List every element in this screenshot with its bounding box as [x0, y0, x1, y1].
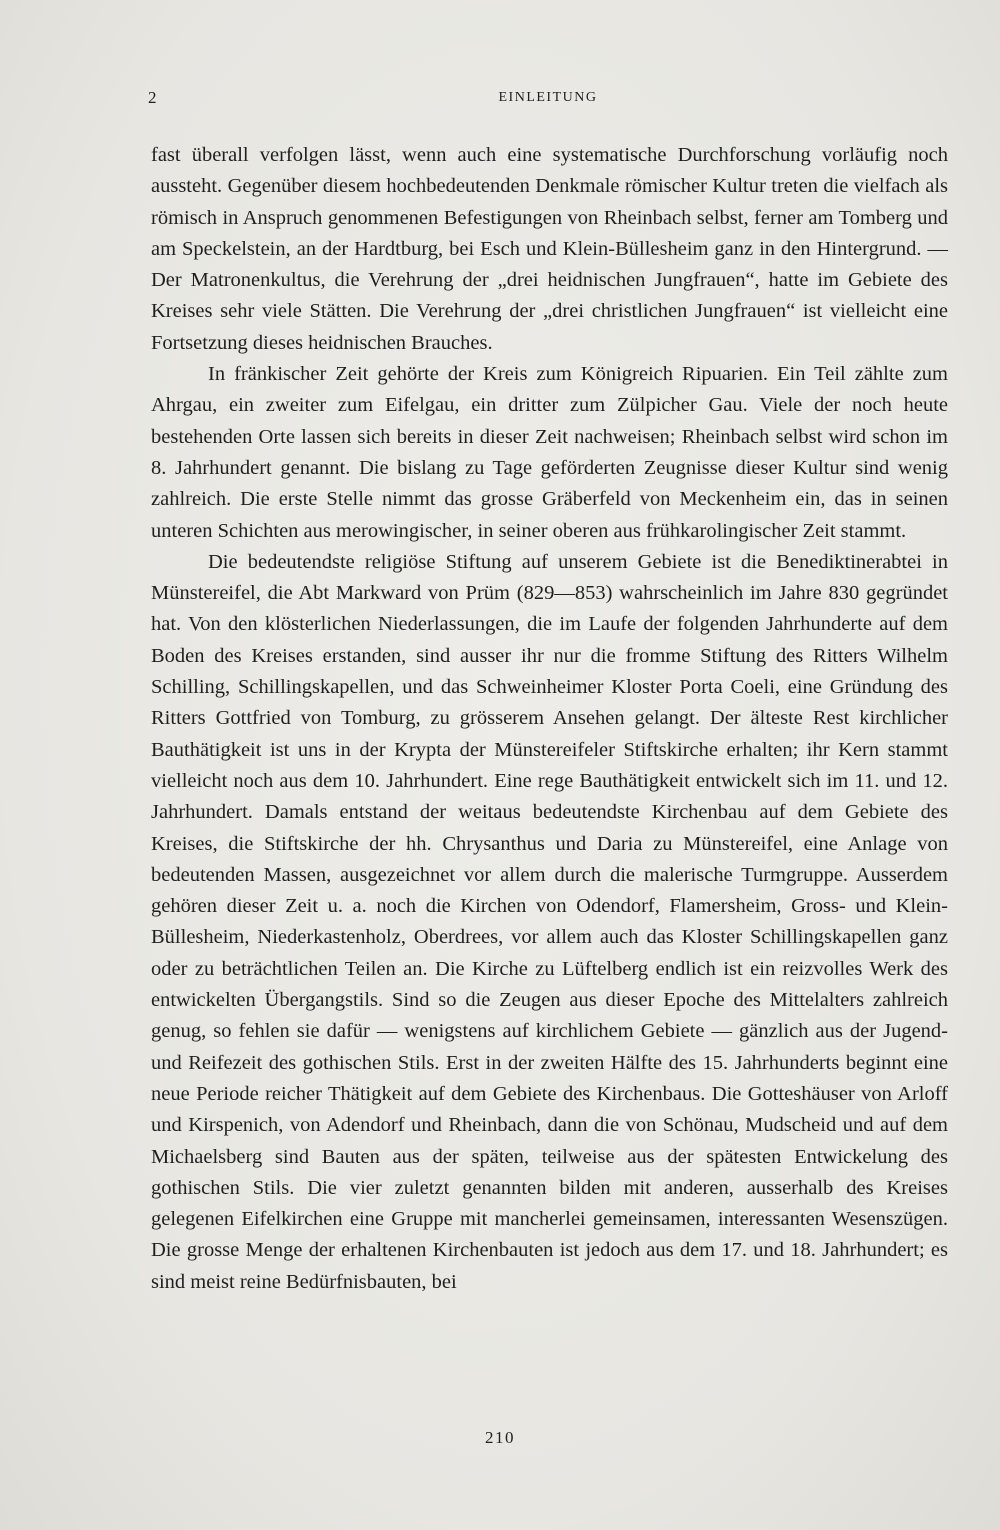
page-number: 2	[148, 88, 157, 107]
signature-number: 210	[485, 1428, 515, 1447]
body-text	[151, 140, 948, 1298]
paragraph-frankish-period: In fränkischer Zeit gehörte der Kreis zum Königreich Ripuarien. Ein Teil zählte zum Ahrgau, ein zweiter zum Eifelgau, ein dritter zum Zülpicher Gau. Viele der noch heute bestehenden Orte lassen sich bereits in dieser Zeit nachweisen; Rheinbach selbst wird schon im 8. Jahrhundert genannt. Die bislang zu Tage geförderten Zeugnisse dieser Kultur sind wenig zahlreich. Die erste Stelle nimmt das grosse Gräberfeld von Meckenheim ein, das in seinen unteren Schichten aus merowingischer, in seiner oberen aus frühkarolingischer Zeit stammt.	[151, 363, 948, 542]
running-head: EINLEITUNG	[498, 90, 598, 105]
paragraph-religious-foundations: Die bedeutendste religiöse Stiftung auf unserem Gebiete ist die Benediktinerabtei in Münstereifel, die Abt Markward von Prüm (829—853) wahrscheinlich im Jahre 830 gegründet hat. Von den klösterlichen Niederlassungen, die im Laufe der folgenden Jahrhunderte auf dem Boden des Kreises erstanden, sind ausser ihr nur die fromme Stiftung des Ritters Wilhelm Schilling, Schillingskapellen, und das Schweinheimer Kloster Porta Coeli, eine Gründung des Ritters Gottfried von Tomburg, zu grösserem Ansehen gelangt. Der älteste Rest kirchlicher Bauthätigkeit ist uns in der Krypta der Münstereifeler Stiftskirche erhalten; ihr Kern stammt vielleicht noch aus dem 10. Jahrhundert. Eine rege Bauthätigkeit entwickelt sich im 11. und 12. Jahrhundert. Damals entstand der weitaus bedeutendste Kirchenbau auf dem Gebiete des Kreises, die Stiftskirche der hh. Chrysanthus und Daria zu Münstereifel, eine Anlage von bedeutenden Massen, ausgezeichnet vor allem durch die malerische Turmgruppe. Ausserdem gehören dieser Zeit u. a. noch die Kirchen von Odendorf, Flamersheim, Gross- und Klein-Büllesheim, Niederkastenholz, Oberdrees, vor allem auch das Kloster Schillingskapellen ganz oder zu beträchtlichen Teilen an. Die Kirche zu Lüftelberg endlich ist ein reizvolles Werk des entwickelten Übergangstils. Sind so die Zeugen aus dieser Epoche des Mittelalters zahlreich genug, so fehlen sie dafür — wenigstens auf kirchlichem Gebiete — gänzlich aus der Jugend- und Reifezeit des gothischen Stils. Erst in der zweiten Hälfte des 15. Jahrhunderts beginnt eine neue Periode reicher Thätigkeit auf dem Gebiete des Kirchenbaus. Die Gotteshäuser von Arloff und Kirspenich, von Adendorf und Rheinbach, dann die von Schönau, Mudscheid und auf dem Michaelsberg sind Bauten aus der späten, teilweise aus der spätesten Entwickelung des gothischen Stils. Die vier zuletzt genannten bilden mit anderen, ausserhalb des Kreises gelegenen Eifelkirchen eine Gruppe mit mancherlei gemeinsamen, interessanten Wesenszügen. Die grosse Menge der erhaltenen Kirchenbauten ist jedoch aus dem 17. und 18. Jahrhundert; es sind meist reine Bedürfnisbauten, bei	[151, 550, 948, 1293]
paragraph-roman-culture: fast überall verfolgen lässt, wenn auch eine systematische Durchforschung vorläufig noch aussteht. Gegenüber diesem hochbedeutenden Denkmale römischer Kultur treten die vielfach als römisch in Anspruch genommenen Befestigungen von Rheinbach selbst, ferner am Tomberg und am Speckelstein, an der Hardtburg, bei Esch und Klein-Büllesheim ganz in den Hintergrund. — Der Matronenkultus, die Verehrung der „drei heidnischen Jungfrauen“, hatte im Gebiete des Kreises sehr viele Stätten. Die Verehrung der „drei christlichen Jungfrauen“ ist vielleicht eine Fortsetzung dieses heidnischen Brauches.	[151, 144, 948, 354]
page-header	[148, 88, 948, 112]
